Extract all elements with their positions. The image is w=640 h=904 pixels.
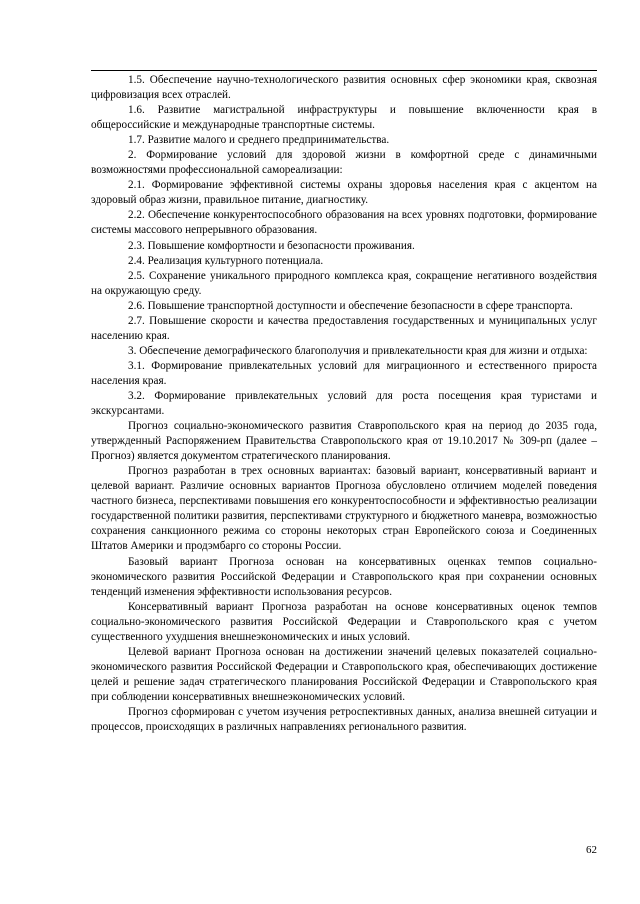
page-number: 62 [586, 844, 597, 856]
paragraph: 3. Обеспечение демографического благополучия и привлекательности края для жизни и отдыха: [128, 344, 588, 357]
paragraph: Базовый вариант Прогноза основан на консервативных оценках темпов социально-экономического развития Российской Федерации и Ставропольского края при сохранении основных тенденций изменения эффективности использования ресурсов. [91, 555, 597, 598]
header-rule [91, 70, 597, 71]
paragraph: 1.7. Развитие малого и среднего предпринимательства. [128, 134, 390, 147]
paragraph: 1.6. Развитие магистральной инфраструктуры и повышение включенности края в общероссийские и международные транспортные системы. [91, 104, 597, 132]
paragraph: Прогноз разработан в трех основных вариантах: базовый вариант, консервативный вариант и целевой вариант. Различие основных вариантов Прогноза обусловлено отличием моделей поведения частного бизнеса, перспективами повышения его конкурентоспособности и эффективностью реализации государственной политики развития, перспективами структурного и бюджетного маневра, возможностью сохранения санкционного режима со стороны некоторых стран Европейского союза и Соединенных Штатов Америки и продэмбарго со стороны России. [91, 465, 597, 553]
paragraph: 3.2. Формирование привлекательных условий для роста посещения края туристами и экскурсантами. [91, 389, 597, 418]
paragraph: Прогноз сформирован с учетом изучения ретроспективных данных, анализа внешней ситуации и процессов, происходящих в различных направлениях регионального развития. [91, 705, 597, 734]
paragraph: 2. Формирование условий для здоровой жизни в комфортной среде с динамичными возможностями профессиональной самореализации: [91, 149, 597, 177]
body-text [91, 73, 597, 735]
paragraph: 2.4. Реализация культурного потенциала. [128, 254, 324, 267]
paragraph: Консервативный вариант Прогноза разработан на основе консервативных оценок темпов социально-экономического развития Российской Федерации и Ставропольского края с учетом существенного ухудшения внешнеэкономических и иных условий. [91, 600, 597, 643]
paragraph: 2.1. Формирование эффективной системы охраны здоровья населения края с акцентом на здоровый образ жизни, правильное питание, диагностику. [91, 179, 597, 207]
paragraph: 2.3. Повышение комфортности и безопасности проживания. [128, 239, 415, 252]
paragraph: 2.5. Сохранение уникального природного комплекса края, сокращение негативного воздействия на окружающую среду. [91, 269, 597, 297]
paragraph: 1.5. Обеспечение научно-технологического развития основных сфер экономики края, сквозная цифровизация всех отраслей. [91, 74, 597, 102]
paragraph: 2.2. Обеспечение конкурентоспособного образования на всех уровнях подготовки, формирование системы массового непрерывного образования. [91, 209, 597, 237]
paragraph: Прогноз социально-экономического развития Ставропольского края на период до 2035 года, утвержденный Распоряжением Правительства Ставропольского края от 19.10.2017 № 309-рп (далее – Прогноз) является документом стратегического планирования. [91, 420, 597, 463]
paragraph: 2.7. Повышение скорости и качества предоставления государственных и муниципальных услуг населению края. [91, 314, 597, 342]
paragraph: Целевой вариант Прогноза основан на достижении значений целевых показателей социально-экономического развития Российской Федерации и Ставропольского края, обеспечивающих достижение целей и решение задач стратегического планирования Российской Федерации и Ставропольского края при соблюдении консервативных внешнеэкономических условий. [91, 645, 597, 703]
paragraph: 2.6. Повышение транспортной доступности и обеспечение безопасности в сфере транспорта. [128, 299, 573, 312]
paragraph: 3.1. Формирование привлекательных условий для миграционного и естественного прироста населения края. [91, 359, 597, 387]
